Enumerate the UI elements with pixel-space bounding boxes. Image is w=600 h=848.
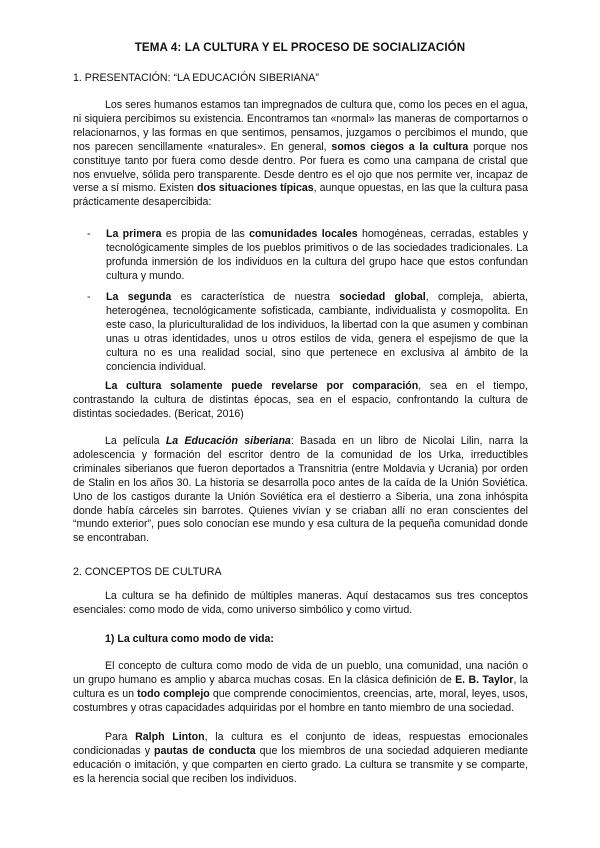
text-run: es característica de nuestra <box>171 291 340 303</box>
text-run: , compleja, abierta, heterogénea, tecnológicamente sofisticada, cambiante, individualista y cosmopolita. En este caso, la pluriculturalidad de los individuos, la libertad con la que asumen y combinan unas u otras identidades, unos u otros estilos de vida, genera el espejismo de que la cultura no es una realidad social, sino que pertenece en exclusiva al ámbito de la conciencia individual. <box>106 291 528 373</box>
section-2-paragraph-1: La cultura se ha definido de múltiples maneras. Aquí destacamos sus tres conceptos esenciales: como modo de vida, como universo simbólico y como virtud. <box>73 590 528 616</box>
bold-run: dos situaciones típicas <box>196 182 314 195</box>
text-run: homogéneas, cerradas, estables y tecnológicamente simples de los pueblos primitivos o de las sociedades tradicionales. La profunda inmersión de los individuos en la cultura del grupo hace que estos confundan cultura y mundo. <box>106 228 528 282</box>
text-run: es propia de las <box>161 228 250 240</box>
text-run: que los miembros de una sociedad adquieren mediante educación o imitación, y que comparten en cierto grado. La cultura se transmite y se comparte, es la herencia social que reciben los individuos. <box>73 744 528 785</box>
bold-run: somos ciegos a la cultura <box>331 140 469 153</box>
section-1-paragraph-1 <box>73 99 528 210</box>
bullet-list <box>73 228 528 284</box>
text-run: , sea en el tiempo, contrastando la cultura de distintas épocas, sea en el espacio, confrontando la cultura de distintas sociedades. (Bericat, 2016) <box>73 380 528 420</box>
text-run: , aunque opuestas, en las que la cultura pasa prácticamente desapercibida: <box>73 182 528 209</box>
bold-run: comunidades locales <box>249 228 358 240</box>
text-run: , la cultura es el conjunto de ideas, respuestas emocionales condicionadas y <box>73 731 528 757</box>
section-1-heading: 1. PRESENTACIÓN: “LA EDUCACIÓN SIBERIANA” <box>73 72 319 84</box>
film-title: La Educación siberiana <box>165 435 291 447</box>
text-run: : Basada en un libro de Nicolai Lilin, narra la adolescencia y formación del escritor dentro de la comunidad de los Urka, irreductibles criminales siberianos que fueron deportados a Transnitria (entre Moldavia y Ucrania) por orden de Stalin en los años 30. La historia se desarrolla poco antes de la caída de la Unión Soviética. Uno de los castigos durante la Unión Soviética era el destierro a Siberia, una zona inhóspita donde había cárceles sin barrotes. Quienes vivían y se criaban allí no eran conscientes del “mundo exterior”, pues solo conocían ese mundo y esa cultura de la pequeña comunidad donde se encontraban. <box>73 435 528 545</box>
bold-run: Ralph Linton <box>135 731 205 743</box>
page-title: TEMA 4: LA CULTURA Y EL PROCESO DE SOCIALIZACIÓN <box>134 41 466 54</box>
text-run: que comprende conocimientos, creencias, arte, moral, leyes, usos, costumbres y otras capacidades adquiridas por el hombre en tanto miembro de una sociedad. <box>73 687 528 714</box>
section-2-paragraph-3 <box>73 731 528 787</box>
bold-run: La cultura solamente puede revelarse por comparación <box>105 380 419 392</box>
section-1-paragraph-3 <box>73 435 528 546</box>
bold-run: todo complejo <box>137 687 210 700</box>
text-run: Los seres humanos estamos tan impregnados de cultura que, como los peces en el agua, ni siquiera percibimos su existencia. Encontramos tan «normal» las maneras de comportarnos o relacionarnos, y las formas en que sentimos, pensamos, juzgamos o percibimos el mundo, que nos parecen sencillamente «naturales». En general, <box>73 99 528 153</box>
bold-run: La segunda <box>106 291 172 303</box>
bold-run: sociedad global <box>339 291 426 303</box>
text-run: Para <box>105 731 136 743</box>
bullet-marker: - <box>87 228 91 240</box>
bold-run: pautas de conducta <box>154 744 256 757</box>
text-run: La película <box>105 435 166 447</box>
text-run: porque nos constituye tanto por fuera como desde dentro. Por fuera es como una campana de cristal que nos envuelve, sólida pero transparente. Desde dentro es el ojo que nos permite ver, incapaz de verse a sí mismo. Existen <box>73 140 528 195</box>
section-2-paragraph-2 <box>73 660 528 716</box>
text-run: El concepto de cultura como modo de vida de un pueblo, una comunidad, una nación o un grupo humano es amplio y abarca muchas cosas. En la clásica definición de <box>73 660 528 686</box>
list-item <box>73 228 528 284</box>
section-1-paragraph-2 <box>73 380 528 422</box>
list-item <box>73 291 528 374</box>
text-run: , la cultura es un <box>73 673 528 700</box>
section-2-heading: 2. CONCEPTOS DE CULTURA <box>73 566 222 578</box>
bullet-list <box>73 291 528 374</box>
section-2-subheading: 1) La cultura como modo de vida: <box>105 633 274 645</box>
bold-run: E. B. Taylor <box>455 673 514 686</box>
bold-run: La primera <box>106 228 162 240</box>
bullet-marker: - <box>87 291 91 303</box>
